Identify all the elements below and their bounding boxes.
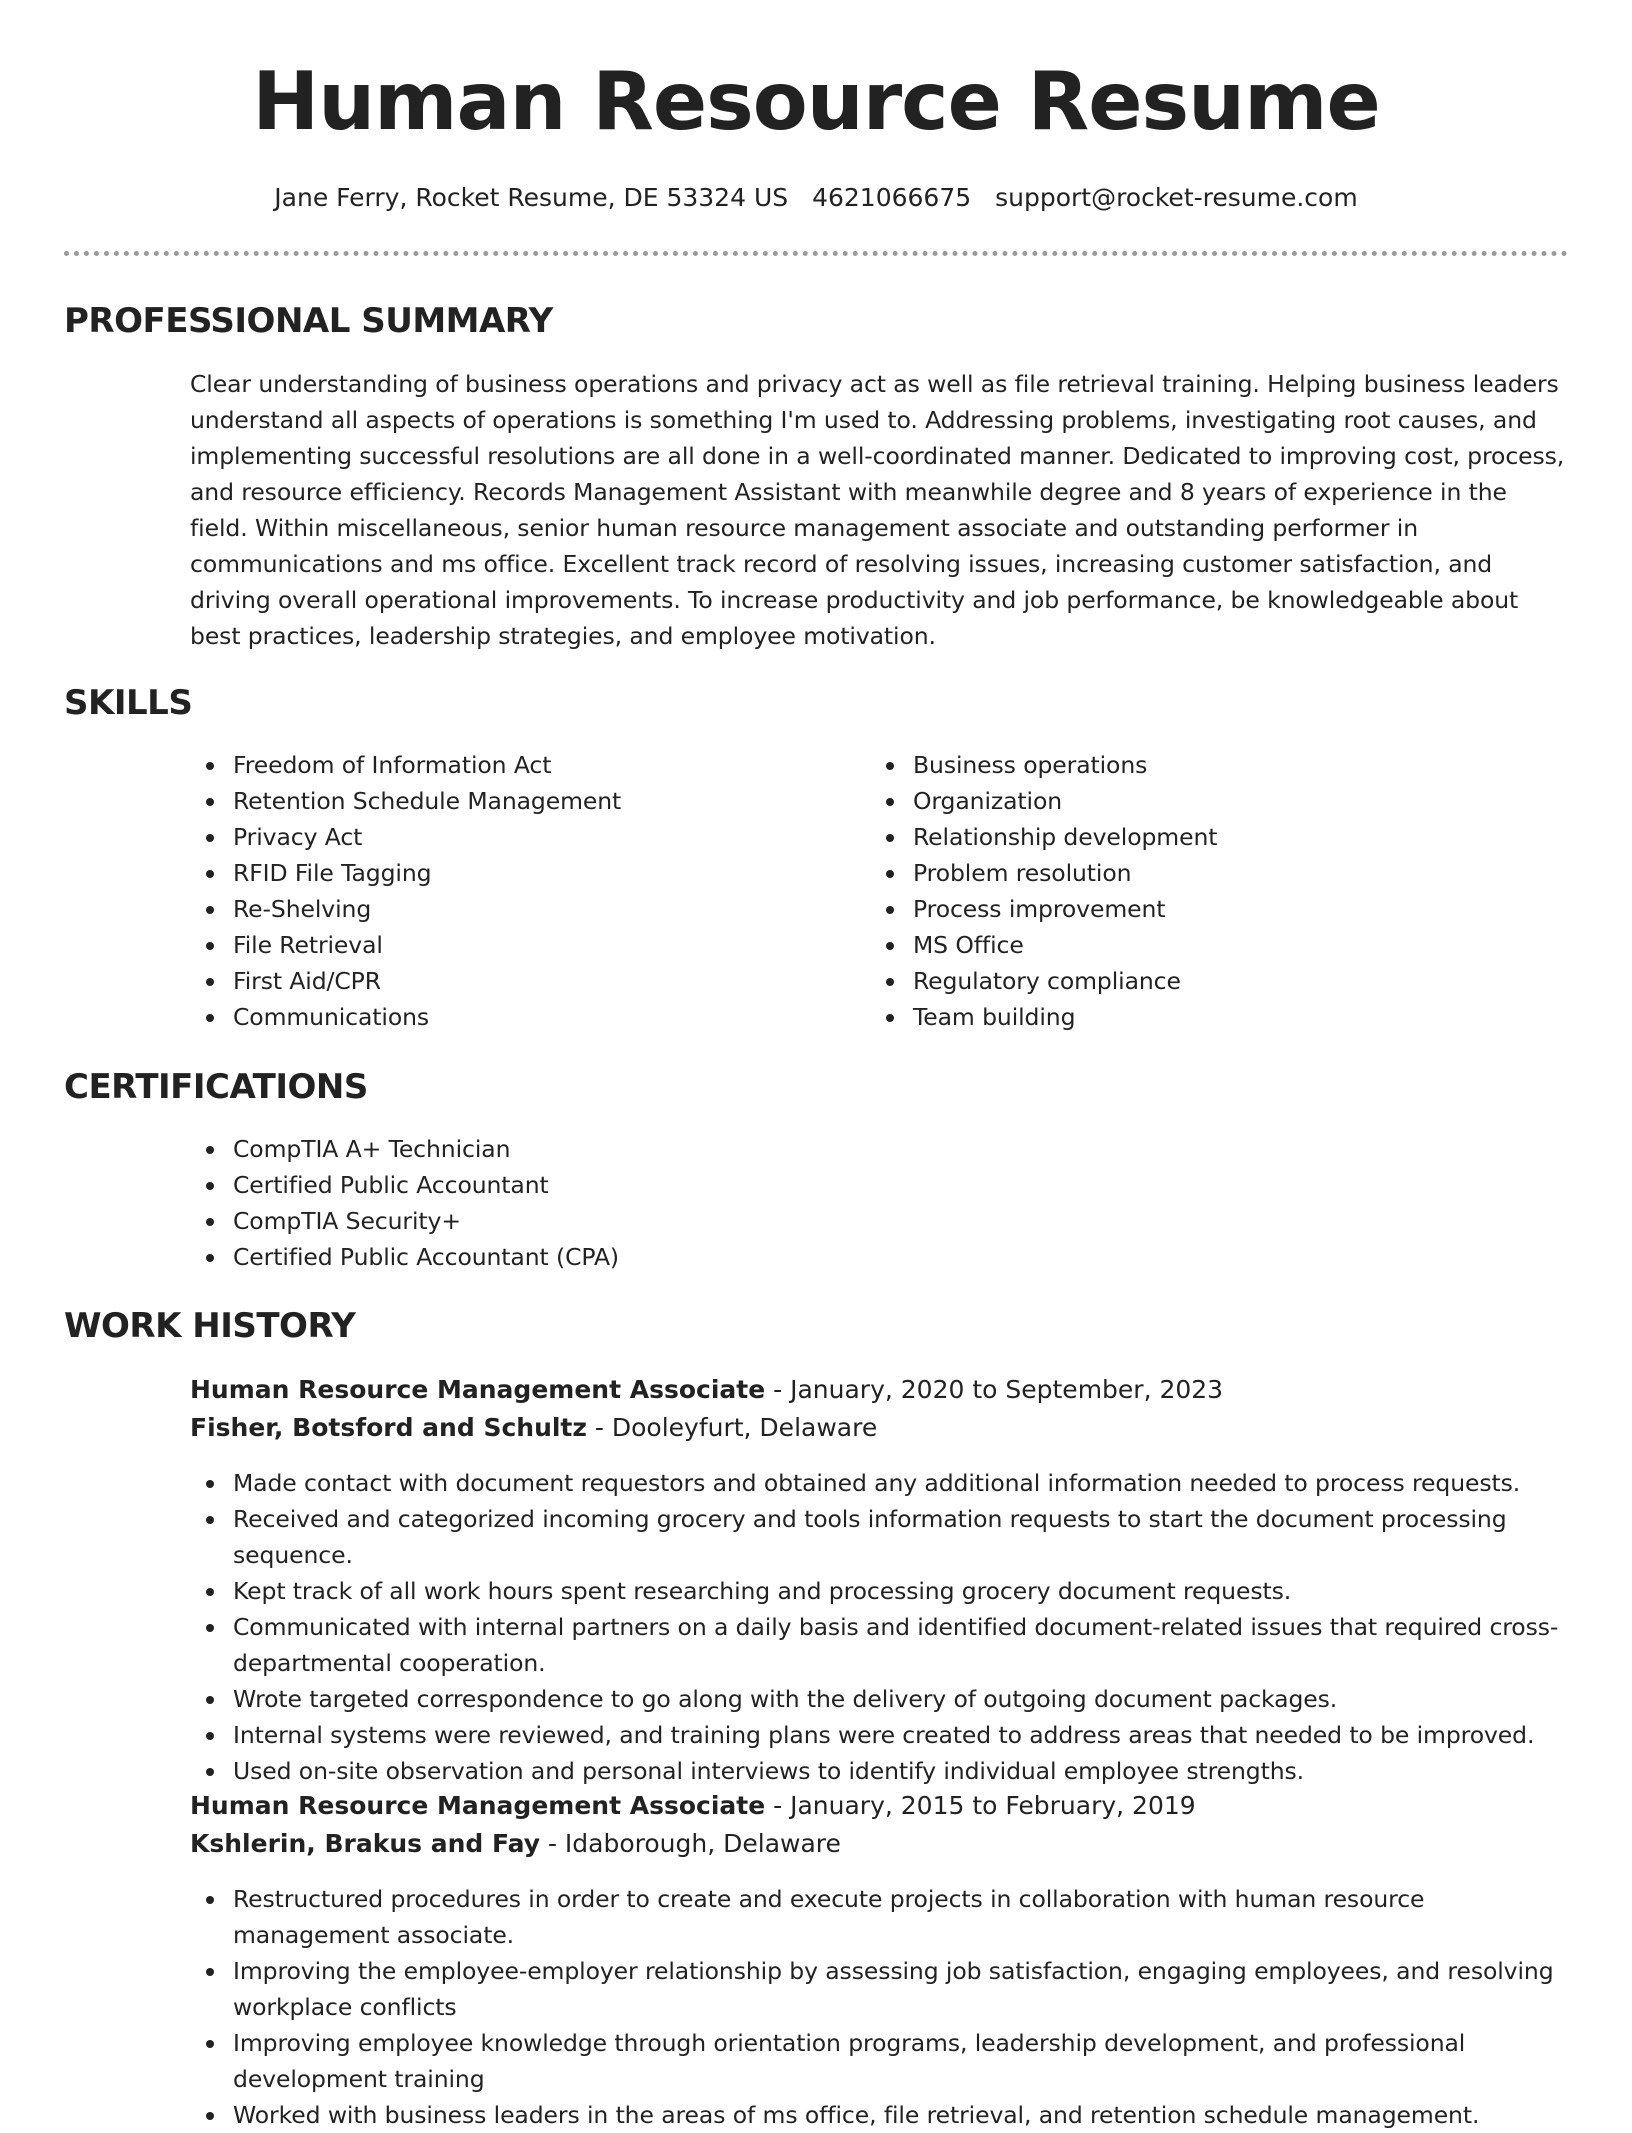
job-duty-item: Worked with business leaders in the areas of ms office, file retrieval, and retention schedule management. <box>190 2097 1580 2133</box>
job-duty-item: Used on-site observation and personal interviews to identify individual employee strengths. <box>190 1753 1580 1789</box>
skill-item: Regulatory compliance <box>870 963 1510 999</box>
skill-item: MS Office <box>870 927 1510 963</box>
certifications-list <box>190 1131 1570 1275</box>
skill-item: RFID File Tagging <box>190 855 830 891</box>
skill-item: Problem resolution <box>870 855 1510 891</box>
job-duty-item: Communicated with internal partners on a daily basis and identified document-related issues that required cross-departmental cooperation. <box>190 1609 1580 1681</box>
page-title: Human Resource Resume <box>252 55 1380 148</box>
skill-item: Relationship development <box>870 819 1510 855</box>
job-duty-item: Received and categorized incoming grocery and tools information requests to start the document processing sequence. <box>190 1501 1580 1573</box>
contact-address: Jane Ferry, Rocket Resume, DE 53324 US <box>274 183 789 212</box>
certification-item: CompTIA Security+ <box>190 1203 1570 1239</box>
job-duty-item: Made contact with document requestors and obtained any additional information needed to process requests. <box>190 1465 1580 1501</box>
job-title: Human Resource Management Associate <box>190 1375 766 1404</box>
job-company-line <box>190 1825 841 1863</box>
job-title-line <box>190 1371 1223 1409</box>
job-company: Kshlerin, Brakus and Fay <box>190 1829 541 1858</box>
contact-phone: 4621066675 <box>812 183 972 212</box>
certification-item: CompTIA A+ Technician <box>190 1131 1570 1167</box>
contact-email: support@rocket-resume.com <box>995 183 1358 212</box>
skill-item: Team building <box>870 999 1510 1035</box>
job-duty-item: Improving the employee-employer relationship by assessing job satisfaction, engaging employees, and resolving workplace conflicts <box>190 1953 1580 2025</box>
job-duties-list <box>190 1881 1580 2133</box>
skill-item: Freedom of Information Act <box>190 747 830 783</box>
skill-item: Organization <box>870 783 1510 819</box>
skill-item: Process improvement <box>870 891 1510 927</box>
certifications-heading: CERTIFICATIONS <box>64 1067 368 1107</box>
job-duty-item: Restructured procedures in order to create and execute projects in collaboration with human resource management associate. <box>190 1881 1580 1953</box>
certification-item: Certified Public Accountant <box>190 1167 1570 1203</box>
contact-line <box>0 180 1632 216</box>
skill-item: Communications <box>190 999 830 1035</box>
skills-list-left <box>190 747 830 1035</box>
skill-item: Privacy Act <box>190 819 830 855</box>
job-duty-item: Wrote targeted correspondence to go along with the delivery of outgoing document packages. <box>190 1681 1580 1717</box>
job-duty-item: Kept track of all work hours spent researching and processing grocery document requests. <box>190 1573 1580 1609</box>
job-title: Human Resource Management Associate <box>190 1791 766 1820</box>
job-location: - Dooleyfurt, Delaware <box>586 1413 878 1442</box>
skills-heading: SKILLS <box>64 683 193 723</box>
skill-item: First Aid/CPR <box>190 963 830 999</box>
skill-item: Re-Shelving <box>190 891 830 927</box>
work-history-heading: WORK HISTORY <box>64 1306 356 1346</box>
skills-list-right <box>870 747 1510 1035</box>
job-duty-item: Improving employee knowledge through orientation programs, leadership development, and professional development training <box>190 2025 1580 2097</box>
summary-heading: PROFESSIONAL SUMMARY <box>64 301 553 341</box>
skill-item: Business operations <box>870 747 1510 783</box>
job-company-line <box>190 1409 877 1447</box>
job-dates: - January, 2015 to February, 2019 <box>765 1791 1196 1820</box>
header-divider <box>64 251 1568 256</box>
job-duty-item: Internal systems were reviewed, and training plans were created to address areas that needed to be improved. <box>190 1717 1580 1753</box>
job-title-line <box>190 1787 1196 1825</box>
certification-item: Certified Public Accountant (CPA) <box>190 1239 1570 1275</box>
job-duties-list <box>190 1465 1580 1789</box>
skill-item: Retention Schedule Management <box>190 783 830 819</box>
job-company: Fisher, Botsford and Schultz <box>190 1413 587 1442</box>
summary-text: Clear understanding of business operations and privacy act as well as file retrieval training. Helping business leaders understand all aspects of operations is something I'm used to. Addressing problems, investigating root causes, and implementing successful resolutions are all done in a well-coordinated manner. Dedicated to improving cost, process, and resource efficiency. Records Management Assistant with meanwhile degree and 8 years of experience in the field. Within miscellaneous, senior human resource management associate and outstanding performer in communications and ms office. Excellent track record of resolving issues, increasing customer satisfaction, and driving overall operational improvements. To increase productivity and job performance, be knowledgeable about best practices, leadership strategies, and employee motivation. <box>190 370 1565 650</box>
skill-item: File Retrieval <box>190 927 830 963</box>
job-location: - Idaborough, Delaware <box>540 1829 841 1858</box>
job-dates: - January, 2020 to September, 2023 <box>765 1375 1224 1404</box>
